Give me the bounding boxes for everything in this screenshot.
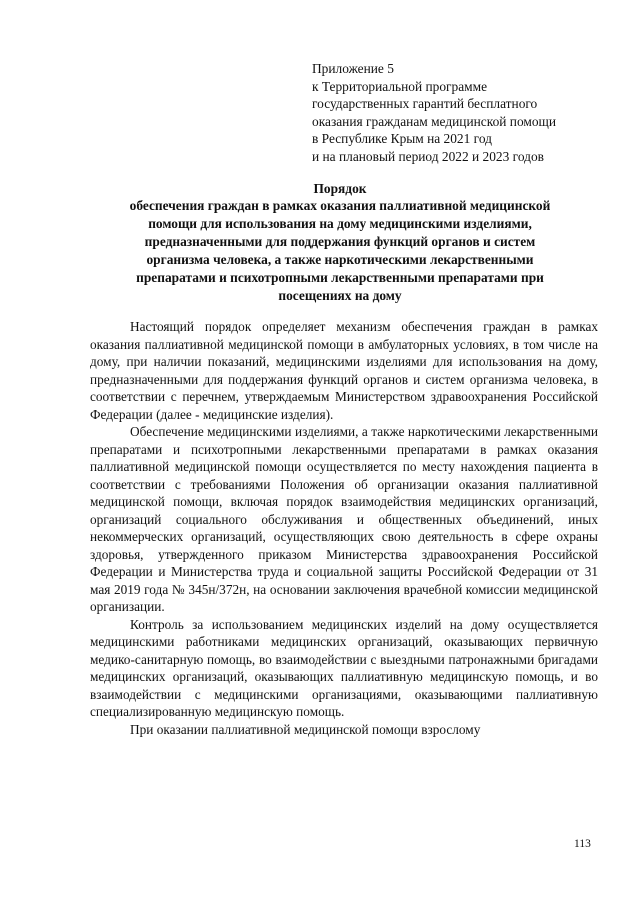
title-line: обеспечения граждан в рамках оказания паллиативной медицинской — [129, 198, 551, 213]
annex-line: в Республике Крым на 2021 год — [312, 131, 492, 147]
title-line: предназначенными для поддержания функций органов и систем — [144, 234, 536, 249]
title-line: препаратами и психотропными лекарственными препаратами при — [136, 270, 544, 285]
annex-line: оказания гражданам медицинской помощи — [312, 113, 557, 129]
page-number: 113 — [574, 838, 591, 850]
title-line: организма человека, а также наркотическими лекарственными — [146, 252, 534, 267]
document-body — [90, 318, 598, 738]
paragraph: Обеспечение медицинскими изделиями, а также наркотическими лекарственными препаратами и психотропными лекарственными препаратами в рамках оказания паллиативной медицинской помощи осуществляется по месту нахождения пациента в соответствии с требованиями Положения об организации оказания паллиативной медицинской помощи, включая порядок взаимодействия медицинских организаций, организаций социального обслуживания и общественных объединений, иных некоммерческих организаций, осуществляющих свою деятельность в сфере охраны здоровья, утвержденного приказом Министерства здравоохранения Российской Федерации и Министерства труда и социальной защиты Российской Федерации от 31 мая 2019 года № 345н/372н, на основании заключения врачебной комиссии медицинской организации. — [90, 424, 598, 614]
annex-header — [312, 60, 612, 166]
paragraph: Настоящий порядок определяет механизм обеспечения граждан в рамках оказания паллиативной медицинской помощи в амбулаторных условиях, в том числе на дому, при наличии показаний, медицинскими изделиями для использования на дому, предназначенными для поддержания функций органов и систем организма человека, в соответствии с перечнем, утверждаемым Министерством здравоохранения Российской Федерации (далее - медицинские изделия). — [90, 319, 598, 422]
title-line: посещениях на дому — [278, 288, 402, 303]
annex-line: Приложение 5 — [312, 61, 394, 76]
paragraph: При оказании паллиативной медицинской помощи взрослому — [130, 721, 481, 737]
annex-line: к Территориальной программе — [312, 78, 488, 94]
document-heading: Порядок — [313, 181, 367, 196]
annex-line: государственных гарантий бесплатного — [312, 96, 538, 112]
title-line: помощи для использования на дому медицинскими изделиями, — [148, 216, 532, 231]
document-title — [96, 197, 584, 305]
paragraph: Контроль за использованием медицинских изделий на дому осуществляется медицинскими работниками медицинских организаций, оказывающих первичную медико-санитарную помощь, во взаимодействии с выездными патронажными бригадами медицинских организаций, оказывающих паллиативную медицинскую помощь, и во взаимодействии с медицинскими организациями, оказывающими паллиативную специализированную медицинскую помощь. — [90, 616, 598, 719]
annex-line: и на плановый период 2022 и 2023 годов — [312, 148, 544, 164]
